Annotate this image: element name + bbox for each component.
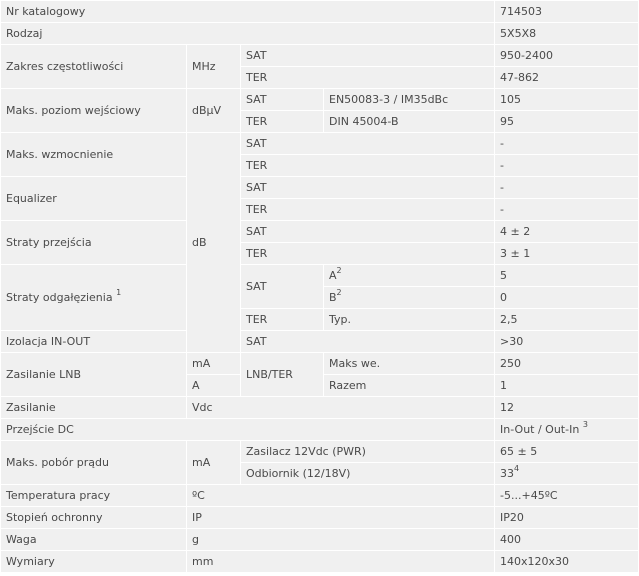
power-value: 12 [495, 397, 639, 419]
tap-ter: TER [241, 309, 324, 331]
lnb-razem-value: 1 [495, 375, 639, 397]
weight-label: Waga [1, 529, 187, 551]
tap-a: $A^2$ [324, 265, 495, 287]
table-row [1, 529, 639, 551]
freq-unit: MHz [187, 45, 241, 89]
table-row [1, 441, 639, 463]
isolation-value: >30 [495, 331, 639, 353]
maxinput-ter-std: DIN 45004-B [324, 111, 495, 133]
gain-sat: SAT [241, 133, 495, 155]
through-label: Straty przejścia [1, 221, 187, 265]
through-ter-value: 3 ± 1 [495, 243, 639, 265]
isolation-label: Izolacja IN-OUT [1, 331, 187, 353]
tap-typ: Typ. [324, 309, 495, 331]
table-row [1, 331, 639, 353]
maxinput-unit: dBµV [187, 89, 241, 133]
table-row [1, 507, 639, 529]
freq-sat-value: 950-2400 [495, 45, 639, 67]
catalog-label: Nr katalogowy [1, 1, 495, 23]
freq-sat: SAT [241, 45, 495, 67]
through-ter: TER [241, 243, 495, 265]
table-row [1, 551, 639, 573]
eq-ter: TER [241, 199, 495, 221]
dims-unit: mm [187, 551, 495, 573]
table-row [1, 485, 639, 507]
gain-label: Maks. wzmocnienie [1, 133, 187, 177]
gain-sat-value: - [495, 133, 639, 155]
tap-sat: SAT [241, 265, 324, 309]
maxinput-sat-std: EN50083-3 / IM35dBc [324, 89, 495, 111]
dc-value: In-Out / Out-In $^3$ [495, 419, 639, 441]
maxinput-sat-value: 105 [495, 89, 639, 111]
tap-b: $B^2$ [324, 287, 495, 309]
lnb-unit-a: A [187, 375, 241, 397]
lnb-unit-ma: mA [187, 353, 241, 375]
tap-ter-value: 2,5 [495, 309, 639, 331]
table-row [1, 419, 639, 441]
maxinput-ter-value: 95 [495, 111, 639, 133]
consumption-label: Maks. pobór prądu [1, 441, 187, 485]
power-label: Zasilanie [1, 397, 187, 419]
type-value: 5X5X8 [495, 23, 639, 45]
db-unit: dB [187, 133, 241, 353]
dc-label: Przejście DC [1, 419, 495, 441]
consumption-receiver-value: $33^4$ [495, 463, 639, 485]
table-row [1, 397, 639, 419]
eq-ter-value: - [495, 199, 639, 221]
consumption-psu: Zasilacz 12Vdc (PWR) [241, 441, 495, 463]
lnb-label: Zasilanie LNB [1, 353, 187, 397]
maxinput-ter: TER [241, 111, 324, 133]
table-row [1, 133, 639, 155]
tap-label: Straty odgałęzienia $^1$ [1, 265, 187, 331]
gain-ter-value: - [495, 155, 639, 177]
lnb-maks: Maks we. [324, 353, 495, 375]
weight-value: 400 [495, 529, 639, 551]
tap-b-value: 0 [495, 287, 639, 309]
freq-ter: TER [241, 67, 495, 89]
ip-unit: IP [187, 507, 495, 529]
table-row [1, 89, 639, 111]
table-row [1, 23, 639, 45]
isolation-sat: SAT [241, 331, 495, 353]
temp-label: Temperatura pracy [1, 485, 187, 507]
consumption-psu-value: 65 ± 5 [495, 441, 639, 463]
consumption-unit: mA [187, 441, 241, 485]
temp-unit: ºC [187, 485, 495, 507]
eq-label: Equalizer [1, 177, 187, 221]
freq-ter-value: 47-862 [495, 67, 639, 89]
temp-value: -5...+45ºC [495, 485, 639, 507]
dims-label: Wymiary [1, 551, 187, 573]
through-sat-value: 4 ± 2 [495, 221, 639, 243]
ip-label: Stopień ochronny [1, 507, 187, 529]
power-unit: Vdc [187, 397, 495, 419]
table-row [1, 265, 639, 287]
table-row [1, 45, 639, 67]
gain-ter: TER [241, 155, 495, 177]
consumption-receiver: Odbiornik (12/18V) [241, 463, 495, 485]
tap-a-value: 5 [495, 265, 639, 287]
lnb-razem: Razem [324, 375, 495, 397]
eq-sat-value: - [495, 177, 639, 199]
table-row [1, 221, 639, 243]
type-label: Rodzaj [1, 23, 495, 45]
maxinput-label: Maks. poziom wejściowy [1, 89, 187, 133]
maxinput-sat: SAT [241, 89, 324, 111]
table-row [1, 353, 639, 375]
weight-unit: g [187, 529, 495, 551]
table-row [1, 177, 639, 199]
ip-value: IP20 [495, 507, 639, 529]
table-row [1, 1, 639, 23]
lnb-maks-value: 250 [495, 353, 639, 375]
through-sat: SAT [241, 221, 495, 243]
freq-label: Zakres częstotliwości [1, 45, 187, 89]
lnb-ter: LNB/TER [241, 353, 324, 397]
eq-sat: SAT [241, 177, 495, 199]
catalog-value: 714503 [495, 1, 639, 23]
dims-value: 140x120x30 [495, 551, 639, 573]
